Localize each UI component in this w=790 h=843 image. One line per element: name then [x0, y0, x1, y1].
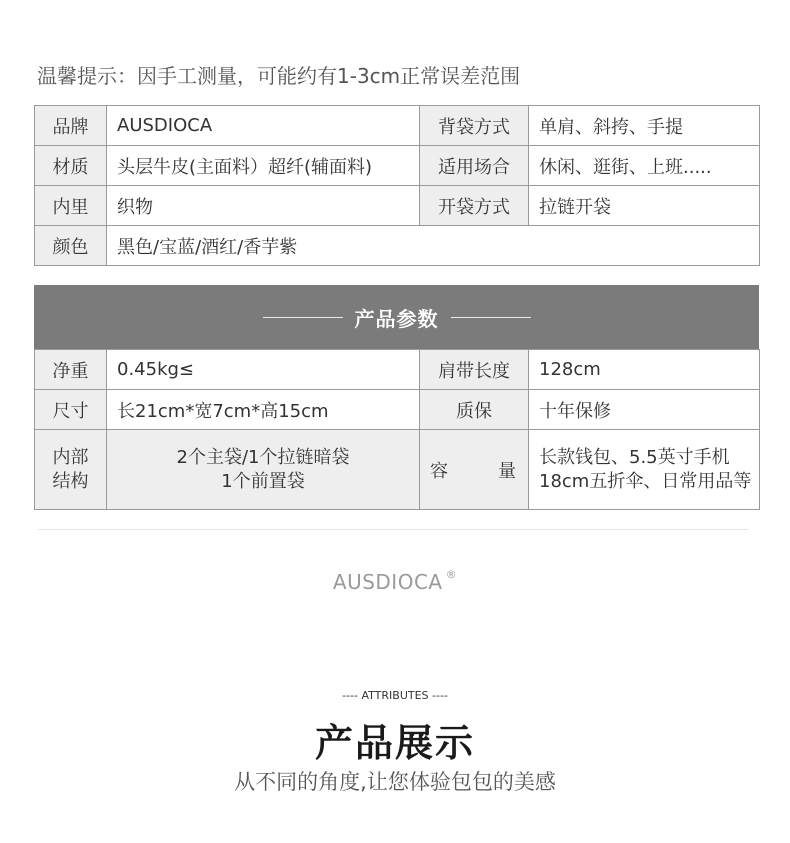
param-value-line: 18cm五折伞、日常用品等 [539, 470, 752, 492]
param-key [35, 430, 107, 510]
spec-key: 开袋方式 [420, 186, 529, 226]
param-key: 质保 [420, 390, 529, 430]
params-banner [34, 285, 759, 349]
table-row [35, 390, 760, 430]
table-row [35, 146, 760, 186]
brand-name: AUSDIOCA [332, 570, 443, 594]
banner-line-right [451, 317, 531, 318]
spec-value: 织物 [107, 186, 420, 226]
registered-mark: ® [445, 568, 458, 581]
spec-value: AUSDIOCA [107, 106, 420, 146]
spec-key: 材质 [35, 146, 107, 186]
param-value [529, 430, 760, 510]
measurement-notice: 温馨提示：因手工测量，可能约有1-3cm正常误差范围 [37, 64, 521, 88]
param-key-char: 容 [430, 460, 448, 482]
table-row [35, 186, 760, 226]
spec-value: 黑色/宝蓝/酒红/香芋紫 [107, 226, 760, 266]
banner-line-left [263, 317, 343, 318]
param-value-line: 长款钱包、5.5英寸手机 [539, 446, 730, 468]
param-spec-table [34, 349, 760, 510]
basic-spec-table [34, 105, 760, 266]
spec-key: 颜色 [35, 226, 107, 266]
param-value-line: 2个主袋/1个拉链暗袋 [176, 446, 350, 468]
param-key: 净重 [35, 350, 107, 390]
param-key: 肩带长度 [420, 350, 529, 390]
param-key-char: 量 [498, 460, 516, 482]
spec-key: 背袋方式 [420, 106, 529, 146]
table-row [35, 226, 760, 266]
param-value: 十年保修 [529, 390, 760, 430]
param-value: 长21cm*宽7cm*高15cm [107, 390, 420, 430]
attributes-label: ---- ATTRIBUTES ---- [342, 689, 448, 702]
banner-title: 产品参数 [354, 306, 439, 331]
spec-value: 头层牛皮(主面料）超纤(辅面料) [107, 146, 420, 186]
spec-key: 品牌 [35, 106, 107, 146]
param-key: 尺寸 [35, 390, 107, 430]
table-row [35, 106, 760, 146]
param-value: 0.45kg≤ [107, 350, 420, 390]
param-key [420, 430, 529, 510]
section-divider [38, 529, 748, 530]
table-row [35, 350, 760, 390]
param-value [107, 430, 420, 510]
param-key-line: 结构 [52, 470, 89, 492]
brand-logo [0, 570, 790, 594]
spec-value: 休闲、逛街、上班..... [529, 146, 760, 186]
spec-key: 适用场合 [420, 146, 529, 186]
spec-value: 单肩、斜挎、手提 [529, 106, 760, 146]
param-value-line: 1个前置袋 [221, 470, 305, 492]
spec-value: 拉链开袋 [529, 186, 760, 226]
showcase-title: 产品展示 [314, 721, 475, 765]
param-value: 128cm [529, 350, 760, 390]
spec-key: 内里 [35, 186, 107, 226]
param-key-line: 内部 [52, 446, 89, 468]
showcase-subtitle: 从不同的角度,让您体验包包的美感 [234, 770, 556, 794]
table-row [35, 430, 760, 510]
